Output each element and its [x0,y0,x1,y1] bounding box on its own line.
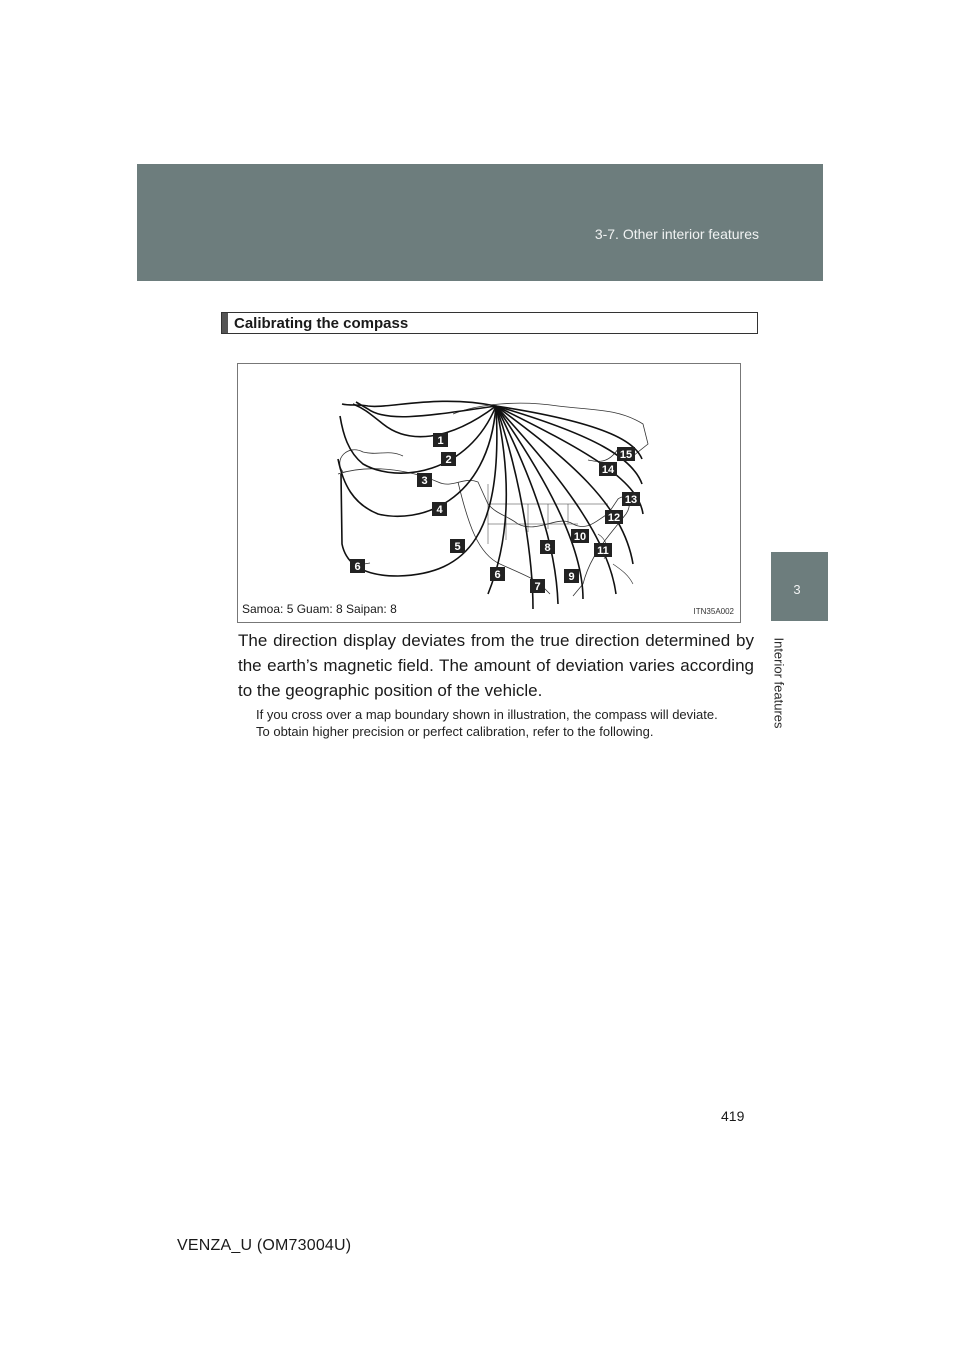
zone-label-5: 5 [454,541,461,553]
section-heading [221,312,758,334]
page-number: 419 [721,1108,745,1124]
zone-label-15: 15 [619,449,633,461]
note-block [256,706,754,740]
zone-markers [350,433,640,593]
zone-label-10: 10 [573,531,587,543]
chapter-number: 3 [793,582,801,597]
section-heading-text: Calibrating the compass [234,315,409,332]
chapter-title: Interior features [771,637,787,729]
zone-label-13: 13 [624,494,638,506]
chapter-tab [771,552,828,621]
zone-label-9: 9 [568,571,575,583]
figure-caption: Samoa: 5 Guam: 8 Saipan: 8 [242,602,397,616]
compass-zone-map [238,364,742,624]
document-id: VENZA_U (OM73004U) [177,1237,352,1254]
zone-label-6-pacific: 6 [354,561,361,573]
zone-label-7: 7 [534,581,541,593]
header-section-title: 3-7. Other interior features [594,226,759,242]
zone-label-11: 11 [597,545,609,557]
zone-label-8: 8 [544,542,551,554]
figure-code: ITN35A002 [693,607,734,616]
zone-label-1: 1 [437,435,444,447]
zone-label-6-mexico: 6 [494,569,501,581]
header-band [137,164,823,281]
note-line-1: If you cross over a map boundary shown in illustration, the compass will deviate. [256,707,718,722]
zone-label-14: 14 [601,464,615,476]
chapter-title-vertical [768,628,790,738]
zone-label-3: 3 [421,475,428,487]
zone-label-4: 4 [436,504,443,516]
note-line-2: To obtain higher precision or perfect calibration, refer to the following. [256,724,654,739]
heading-accent-bar [222,313,228,333]
zone-label-2: 2 [445,454,452,466]
body-paragraph: The direction display deviates from the true direction determined by the earth’s magnetic field. The amount of deviation varies according to the geographic position of the vehicle. [238,631,754,700]
zone-label-12: 12 [607,512,621,524]
compass-zone-map-figure [237,363,741,623]
